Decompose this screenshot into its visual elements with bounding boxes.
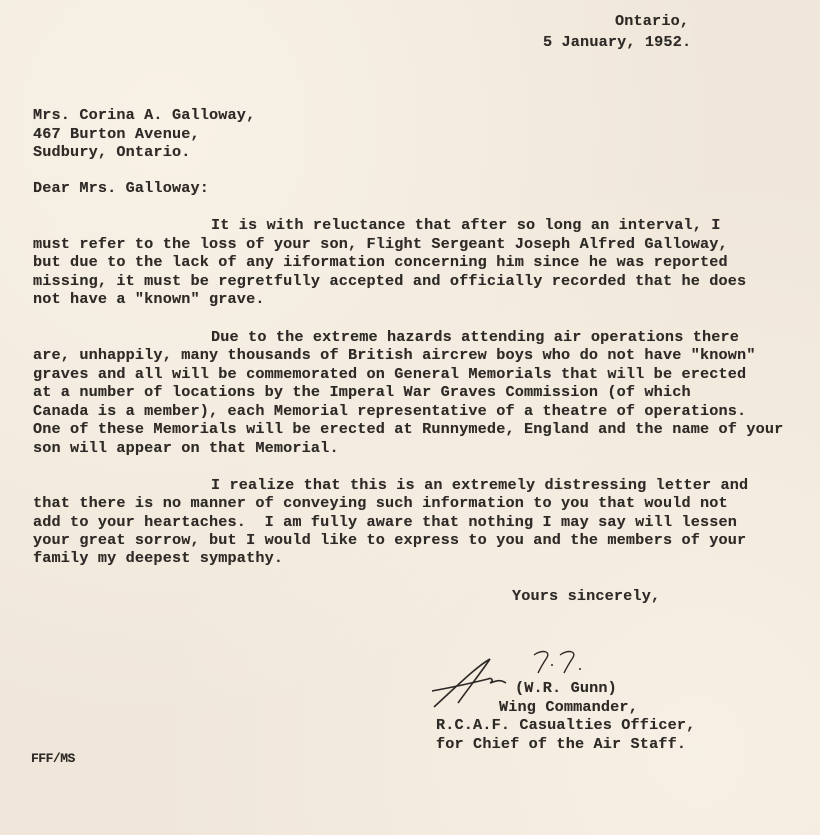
paragraph-2-line-4: at a number of locations by the Imperal War Graves Commission (of which <box>33 383 691 401</box>
paragraph-3-line-4: your great sorrow, but I would like to express to you and the members of your <box>33 531 747 549</box>
recipient-street: 467 Burton Avenue, <box>33 125 200 143</box>
salutation: Dear Mrs. Galloway: <box>33 179 210 197</box>
paragraph-2-line-2: are, unhappily, many thousands of British aircrew boys who do not have "known" <box>33 346 756 364</box>
paragraph-3-line-1: I realize that this is an extremely distressing letter and <box>211 476 749 494</box>
paragraph-3-line-5: family my deepest sympathy. <box>33 549 284 567</box>
paragraph-2-line-5: Canada is a member), each Memorial representative of a theatre of operations. <box>33 402 747 420</box>
reference-initials: FFF/MS <box>31 751 75 766</box>
paragraph-2-line-3: graves and all will be commemorated on General Memorials that will be erected <box>33 365 747 383</box>
signatory-title: Wing Commander, <box>499 698 638 716</box>
paragraph-3-line-3: add to your heartaches. I am fully aware that nothing I may say will lessen <box>33 513 738 531</box>
paragraph-2-line-6: One of these Memorials will be erected at Runnymede, England and the name of your <box>33 420 784 438</box>
paragraph-2-line-7: son will appear on that Memorial. <box>33 439 339 457</box>
header-place: Ontario, <box>615 12 690 30</box>
paragraph-1-line-1: It is with reluctance that after so long an interval, I <box>211 216 721 234</box>
paragraph-1-line-4: missing, it must be regretfully accepted and officially recorded that he does <box>33 272 747 290</box>
signatory-for: for Chief of the Air Staff. <box>436 735 687 753</box>
header-date: 5 January, 1952. <box>543 33 692 51</box>
signatory-name: (W.R. Gunn) <box>515 679 617 697</box>
signatory-office: R.C.A.F. Casualties Officer, <box>436 716 696 734</box>
recipient-name: Mrs. Corina A. Galloway, <box>33 106 256 124</box>
closing: Yours sincerely, <box>512 587 661 605</box>
paragraph-1-line-2: must refer to the loss of your son, Flight Sergeant Joseph Alfred Galloway, <box>33 235 728 253</box>
recipient-city: Sudbury, Ontario. <box>33 143 191 161</box>
paragraph-1-line-5: not have a "known" grave. <box>33 290 265 308</box>
paragraph-1-line-3: but due to the lack of any iiformation concerning him since he was reported <box>33 253 728 271</box>
paragraph-3-line-2: that there is no manner of conveying such information to you that would not <box>33 494 728 512</box>
paragraph-2-line-1: Due to the extreme hazards attending air operations there <box>211 328 740 346</box>
